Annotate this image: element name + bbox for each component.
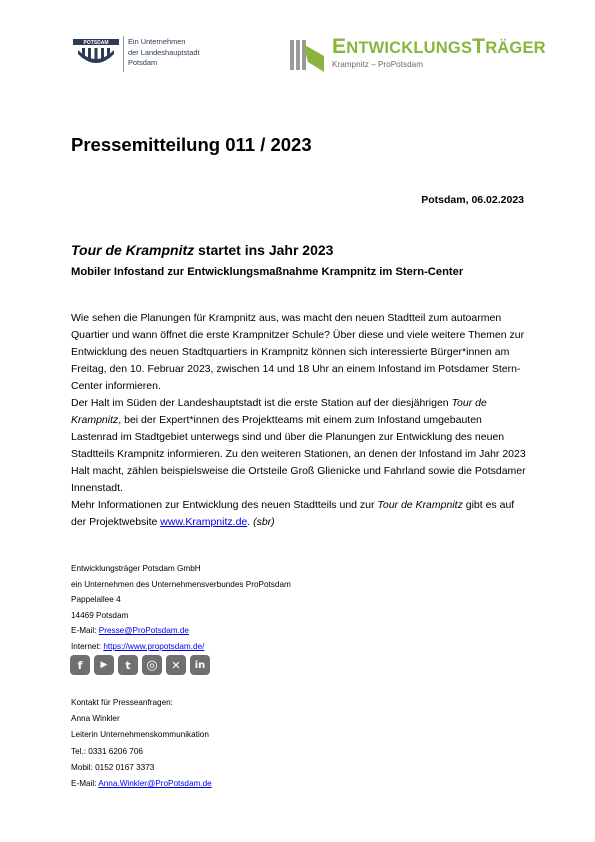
company-internet-line: [71, 639, 291, 655]
paragraph-3-a: Mehr Informationen zur Entwicklung des neuen Stadtteils und zur: [71, 499, 378, 511]
logo-right-subtitle: Krampnitz – ProPotsdam: [332, 60, 424, 69]
press-contact-heading: Kontakt für Presseanfragen:: [71, 698, 173, 707]
company-group: ein Unternehmen des Unternehmensverbundes ProPotsdam: [71, 579, 291, 589]
instagram-icon[interactable]: ◎: [142, 655, 162, 675]
potsdam-seal-icon: [72, 38, 120, 68]
social-icons: [70, 655, 210, 677]
youtube-icon[interactable]: ▶: [94, 655, 114, 675]
paragraph-3-italic: Tour de Krampnitz: [377, 499, 463, 511]
headline-rest: startet ins Jahr 2023: [194, 242, 334, 258]
internet-label: Internet:: [71, 641, 104, 651]
headline: [71, 242, 333, 258]
company-email-line: [71, 623, 291, 639]
paragraph-1: Wie sehen die Planungen für Krampnitz aus, was macht den neuen Stadtteil zum autoarmen Quartier und wann öffnet die erste Krampnitzer Schule? Über diese und viele weitere Themen zur Entwicklung des neuen Stadtquartiers in Krampnitz können sich interessierte Bürger*innen am Freitag, den 10. Februar 2023, zwischen 14 und 18 Uhr an einem Infostand im Potsdamer Stern-Center informieren.: [71, 312, 525, 392]
potsdam-logo: [72, 36, 212, 72]
press-contact: [71, 695, 212, 792]
press-contact-mobil: Mobil: 0152 0167 3373: [71, 762, 155, 772]
subheadline: Mobiler Infostand zur Entwicklungsmaßnahme Krampnitz im Stern-Center: [71, 266, 464, 278]
press-email-link[interactable]: Presse@ProPotsdam.de: [98, 626, 189, 636]
press-contact-email-link[interactable]: Anna.Winkler@ProPotsdam.de: [98, 779, 212, 789]
paragraph-2-a: Der Halt im Süden der Landeshauptstadt ist die erste Station auf der diesjährigen: [71, 397, 452, 409]
company-city: 14469 Potsdam: [71, 610, 129, 620]
potsdam-seal-text: POTSDAM: [83, 40, 109, 46]
entwicklungstraeger-logo: [290, 36, 550, 76]
email-label: E-Mail:: [71, 626, 99, 636]
entwicklungstraeger-mark-icon: [290, 38, 326, 72]
press-contact-name: Anna Winkler: [71, 714, 120, 724]
logo-left-text: [128, 37, 200, 69]
company-name: Entwicklungsträger Potsdam GmbH: [71, 564, 201, 573]
press-contact-email-line: [71, 776, 212, 792]
author-sign: (sbr): [253, 516, 275, 528]
linkedin-icon[interactable]: in: [190, 655, 210, 675]
facebook-icon[interactable]: f: [70, 655, 90, 675]
company-street: Pappelallee 4: [71, 595, 121, 605]
krampnitz-website-link[interactable]: www.Krampnitz.de: [160, 516, 248, 528]
paragraph-3-b: gibt es auf der Projektwebsite: [71, 499, 515, 528]
paragraph-2-b: , bei der Expert*innen des Projektteams mit einem zum Infostand umgebauten Lastenrad im Stadtgebiet unterwegs sind und über die Planungen zur Entwicklung des neuen Stadtteils Krampnitz informieren. Zu den weiteren Stationen, an denen der Infostand im Jahr 2023 Halt macht, zählen beispielsweise die Ortsteile Groß Glienicke und Fahrland sowie die Potsdamer Innenstadt.: [71, 414, 526, 494]
propotsdam-website-link[interactable]: https://www.propotsdam.de/: [103, 641, 205, 651]
logo-right-title: ENTWICKLUNGSTRÄGER: [332, 35, 546, 58]
logo-left-line: der Landeshauptstadt: [128, 47, 200, 57]
paragraph-2: [71, 395, 529, 497]
paragraph-3: [71, 497, 529, 531]
logo-left-line: Ein Unternehmen: [128, 37, 186, 46]
body-text: [71, 310, 529, 531]
xing-icon[interactable]: ✕: [166, 655, 186, 675]
logo-divider: [123, 36, 124, 72]
twitter-icon[interactable]: t: [118, 655, 138, 675]
headline-italic: Tour de Krampnitz: [71, 242, 195, 258]
press-contact-email-label: E-Mail:: [71, 779, 99, 789]
company-contact: [71, 561, 291, 655]
paragraph-2-italic: Tour de Krampnitz: [71, 397, 487, 426]
page-title: Pressemitteilung 011 / 2023: [71, 134, 312, 155]
press-contact-tel: Tel.: 0331 6206 706: [71, 746, 143, 756]
press-contact-role: Leiterin Unternehmenskommunikation: [71, 730, 209, 740]
paragraph-3-c: .: [247, 516, 254, 528]
place-date: Potsdam, 06.02.2023: [421, 194, 524, 206]
logo-left-line: Potsdam: [128, 58, 158, 68]
